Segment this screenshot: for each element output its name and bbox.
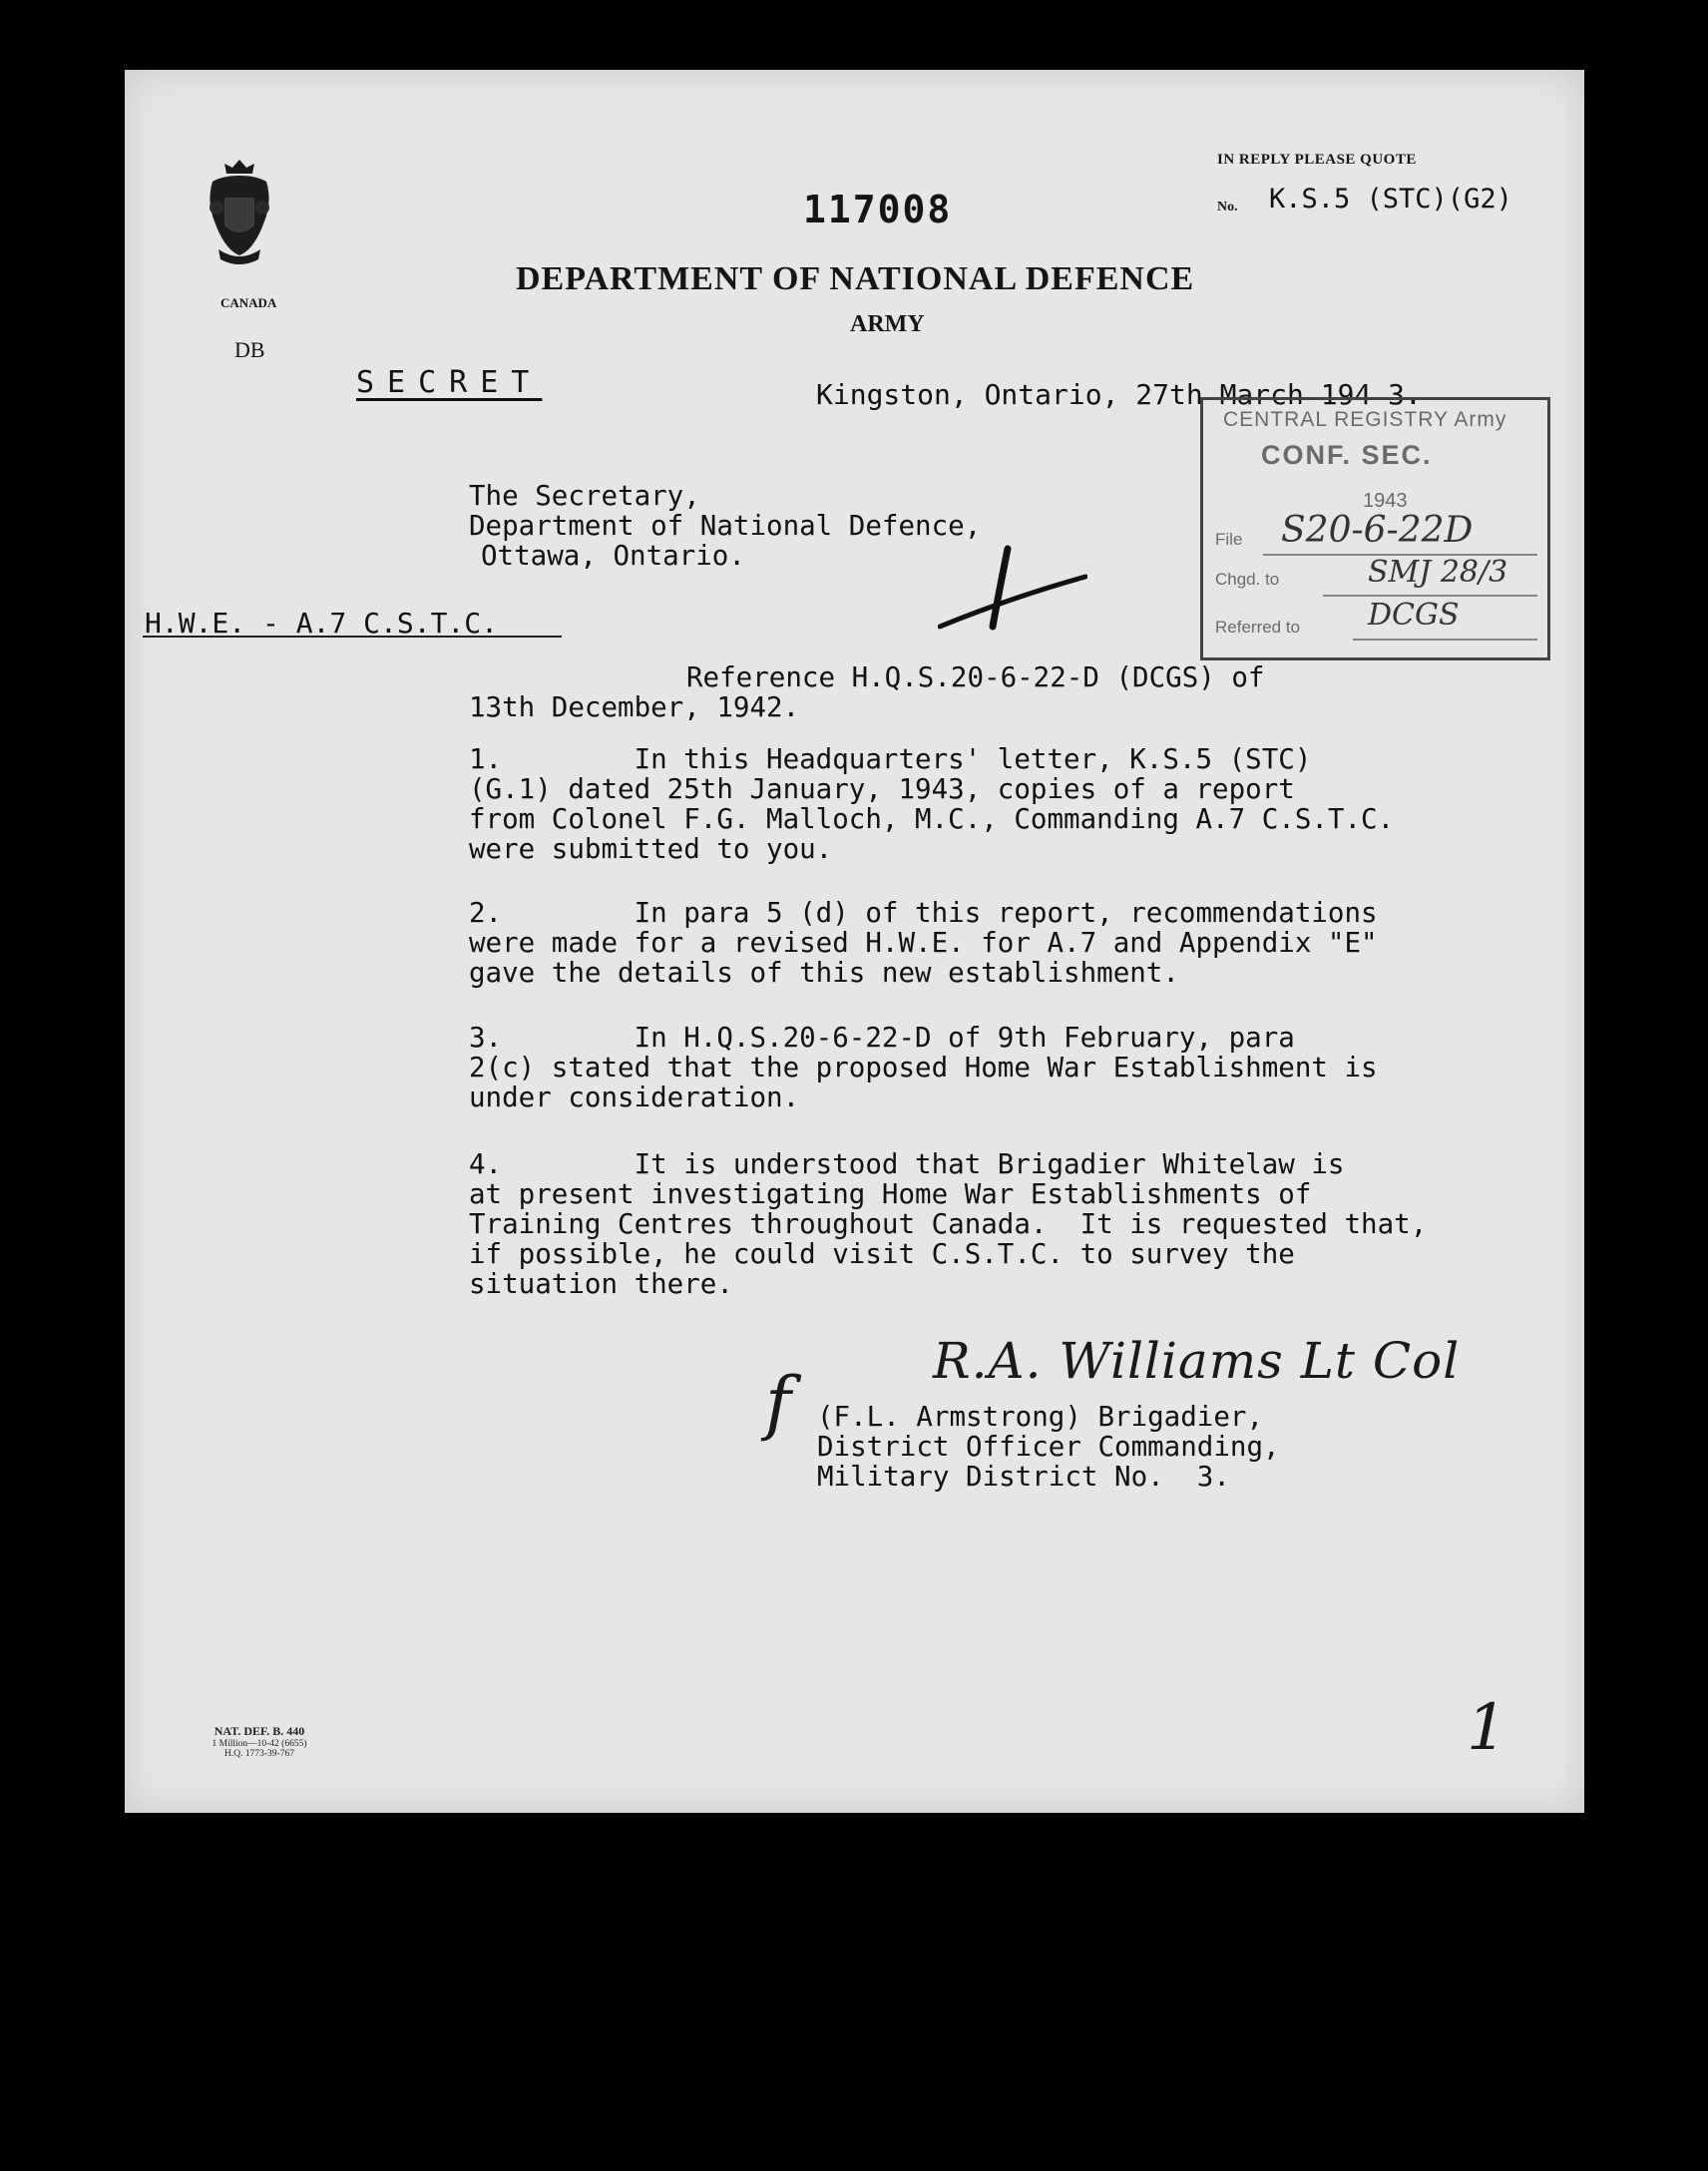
- address-line: The Secretary,: [469, 480, 700, 512]
- crest-caption: CANADA: [220, 295, 277, 310]
- stamp-chgd-label: Chgd. to: [1215, 570, 1280, 589]
- paragraph-line: situation there.: [469, 1268, 733, 1300]
- paragraph-1: [469, 744, 1394, 864]
- paragraph-line: 1. In this Headquarters' letter, K.S.5 (STC): [469, 743, 1312, 775]
- paragraph-line: 2. In para 5 (d) of this report, recommendations: [469, 897, 1378, 929]
- registry-number: 117008: [803, 188, 953, 231]
- stamp-file-value: S20-6-22D: [1281, 510, 1474, 551]
- stamp-referred-value: DCGS: [1368, 598, 1460, 633]
- place-date: Kingston, Ontario, 27th March 194 3.: [816, 378, 1422, 411]
- reply-number: K.S.5 (STC)(G2): [1269, 184, 1512, 215]
- form-imprint: [195, 1724, 324, 1759]
- paragraph-line: were submitted to you.: [469, 833, 833, 865]
- check-mark-icon: [938, 539, 1087, 649]
- classification: SECRET: [356, 365, 543, 400]
- address-block: [469, 481, 981, 571]
- subject-line: H.W.E. - A.7 C.S.T.C.: [145, 607, 499, 640]
- stamp-lines: [1203, 400, 1547, 657]
- paragraph-line: (G.1) dated 25th January, 1943, copies of a report: [469, 773, 1295, 805]
- signature-line: Military District No. 3.: [817, 1461, 1230, 1493]
- paragraph-4: [469, 1149, 1427, 1299]
- paragraph-2: [469, 898, 1378, 988]
- subject-underline: [143, 636, 562, 638]
- stamp-file-label: File: [1215, 530, 1243, 549]
- signature-line: District Officer Commanding,: [817, 1431, 1280, 1463]
- paragraph-line: 3. In H.Q.S.20-6-22-D of 9th February, para: [469, 1022, 1295, 1054]
- stamp-date: 1943: [1363, 490, 1408, 512]
- stamp-line2: CONF. SEC.: [1261, 440, 1433, 470]
- signature-prefix-mark: f: [765, 1362, 791, 1444]
- signature-block: [817, 1402, 1280, 1492]
- stamp-line1: CENTRAL REGISTRY Army: [1223, 408, 1507, 431]
- imprint-print-run: 1 Million—10-42 (6655): [212, 1739, 307, 1749]
- paragraph-line: under consideration.: [469, 1082, 800, 1113]
- paragraph-line: Training Centres throughout Canada. It is requested that,: [469, 1208, 1428, 1240]
- paragraph-line: 2(c) stated that the proposed Home War Establishment is: [469, 1052, 1378, 1084]
- paragraph-line: were made for a revised H.W.E. for A.7 and Appendix "E": [469, 927, 1378, 959]
- signature-line: (F.L. Armstrong) Brigadier,: [817, 1401, 1264, 1433]
- registry-stamp: [1200, 397, 1550, 660]
- reference-line: Reference H.Q.S.20-6-22-D (DCGS) of: [686, 661, 1265, 693]
- reply-label: IN REPLY PLEASE QUOTE: [1217, 152, 1417, 168]
- page-mark: 1: [1467, 1691, 1507, 1765]
- branch-heading: ARMY: [850, 311, 925, 337]
- handwritten-signature: R.A. Williams Lt Col: [933, 1332, 1461, 1390]
- department-heading: DEPARTMENT OF NATIONAL DEFENCE: [516, 260, 1195, 297]
- paragraph-line: if possible, he could visit C.S.T.C. to survey the: [469, 1238, 1295, 1270]
- paragraph-line: gave the details of this new establishment.: [469, 957, 1179, 989]
- stamp-referred-label: Referred to: [1215, 618, 1301, 637]
- paragraph-line: 4. It is understood that Brigadier Whitelaw is: [469, 1148, 1345, 1180]
- address-line: Department of National Defence,: [469, 510, 982, 542]
- stamp-chgd-value: SMJ 28/3: [1368, 555, 1508, 590]
- initials: DB: [234, 337, 265, 362]
- letter-page: [125, 70, 1584, 1813]
- paragraph-3: [469, 1023, 1378, 1112]
- coat-of-arms-icon: [205, 158, 274, 277]
- address-line: Ottawa, Ontario.: [481, 540, 745, 572]
- paragraph-line: at present investigating Home War Establishments of: [469, 1178, 1312, 1210]
- paragraph-line: from Colonel F.G. Malloch, M.C., Commanding A.7 C.S.T.C.: [469, 803, 1395, 835]
- reference-line: 13th December, 1942.: [469, 691, 800, 723]
- imprint-hq-ref: H.Q. 1773-39-767: [224, 1749, 294, 1759]
- reply-no-label: No.: [1217, 200, 1238, 215]
- imprint-form: NAT. DEF. B. 440: [214, 1724, 305, 1738]
- reference-block: [469, 662, 1264, 722]
